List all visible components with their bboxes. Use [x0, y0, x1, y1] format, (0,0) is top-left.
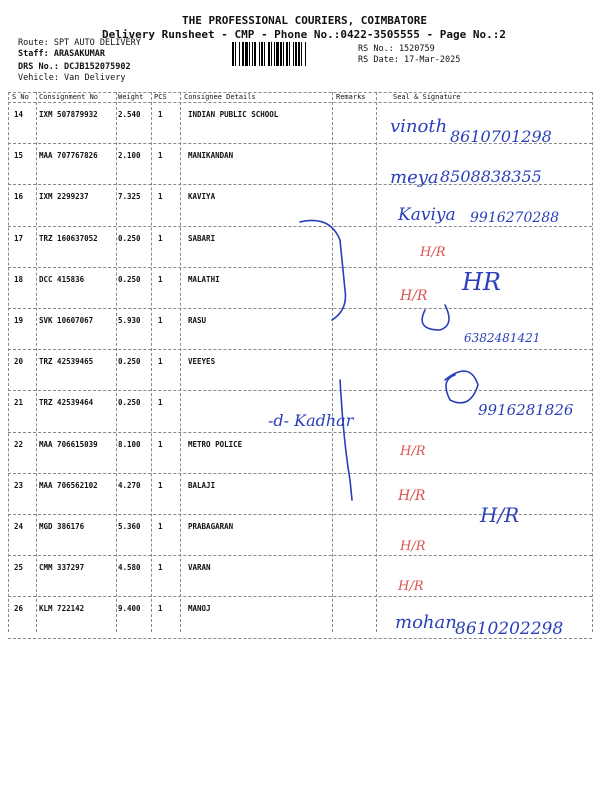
cell-sno: 17 — [14, 233, 24, 243]
sig-r26-phone: 8610202298 — [455, 619, 564, 639]
cell-sno: 24 — [14, 522, 24, 531]
sig-r14-phone: 8610701298 — [450, 127, 552, 146]
sig-r25-mark: H/R — [398, 579, 424, 594]
cell-consignment-no: DCC 415836 — [39, 274, 85, 284]
cell-pcs: 1 — [158, 522, 163, 531]
cell-weight: 9.400 — [118, 604, 141, 614]
cell-pcs: 1 — [158, 316, 163, 325]
cell-consignee: METRO POLICE — [188, 439, 243, 449]
cell-sno: 15 — [14, 151, 24, 161]
sig-r24-mark: H/R — [400, 539, 426, 554]
sig-r16-phone: 9916270288 — [470, 210, 560, 226]
cell-sno: 22 — [14, 439, 24, 449]
sig-r24-mark2: H/R — [480, 503, 520, 527]
cell-weight: 7.325 — [118, 192, 141, 202]
cell-pcs: 1 — [158, 439, 163, 449]
cell-consignment-no: MGD 386176 — [39, 522, 85, 531]
cell-consignment-no: TRZ 42539464 — [39, 398, 94, 408]
cell-weight: 4.270 — [118, 480, 141, 490]
cell-weight: 2.100 — [118, 151, 141, 161]
col-header-remarks: Remarks — [336, 93, 366, 101]
bracket-stroke-upper — [300, 220, 345, 320]
document-title: THE PROFESSIONAL COURIERS, COIMBATORE — [182, 14, 428, 27]
cell-weight: 0.250 — [118, 398, 141, 408]
document-subtitle: Delivery Runsheet - CMP - Phone No.:0422-3505555 - Page No.:2 — [102, 28, 506, 41]
cell-consignee: SABARI — [188, 233, 216, 243]
cell-consignee: MANIKANDAN — [188, 151, 234, 161]
vehicle-label: Vehicle: Van Delivery — [18, 73, 126, 83]
col-header-consignee: Consignee Details — [184, 93, 256, 101]
cell-consignment-no: CMM 337297 — [39, 563, 85, 573]
cell-pcs: 1 — [158, 398, 163, 408]
col-header-signature: Seal & Signature — [393, 93, 461, 101]
sig-r18-mark: H/R — [400, 288, 428, 304]
cell-consignment-no: TRZ 42539465 — [39, 357, 94, 367]
cell-weight: 5.930 — [118, 316, 141, 325]
sig-r22-mark: H/R — [400, 444, 426, 459]
cell-pcs: 1 — [158, 192, 163, 202]
cell-weight: 4.580 — [118, 563, 141, 573]
col-header-consignment: Consignment No — [39, 93, 99, 101]
rs-date: RS Date: 17-Mar-2025 — [358, 55, 461, 65]
cell-sno: 16 — [14, 192, 24, 202]
cell-consignee: BALAJI — [188, 480, 216, 490]
cell-consignment-no: MAA 706615039 — [39, 439, 98, 449]
cell-weight: 0.250 — [118, 357, 141, 367]
sig-r17-mark: H/R — [420, 245, 446, 260]
cell-consignee: RASU — [188, 316, 207, 325]
loop-signature — [445, 371, 478, 403]
cell-consignment-no: KLM 722142 — [39, 604, 85, 614]
cell-consignment-no: MAA 706562102 — [39, 480, 98, 490]
cell-sno: 26 — [14, 604, 24, 614]
cell-sno: 19 — [14, 316, 24, 325]
cell-sno: 21 — [14, 398, 24, 408]
cell-consignment-no: IXM 2299237 — [39, 192, 89, 202]
sig-r21-name: -d- Kadhar — [268, 411, 354, 430]
sig-r16-name: Kaviya — [398, 205, 456, 225]
cell-consignment-no: SVK 10607067 — [39, 316, 94, 325]
cell-consignee: KAVIYA — [188, 192, 216, 202]
sig-r23-mark: H/R — [398, 488, 426, 504]
cell-pcs: 1 — [158, 563, 163, 573]
sig-r15-phone: 8508838355 — [440, 167, 542, 186]
cell-consignment-no: MAA 707767826 — [39, 151, 98, 161]
cell-consignee: VEEYES — [188, 357, 216, 367]
sig-r14-name: vinoth — [390, 116, 448, 137]
row-19-flourish — [422, 305, 449, 330]
route-label: Route: SPT AUTO DELIVERY — [18, 38, 141, 48]
cell-pcs: 1 — [158, 480, 163, 490]
col-header-sno: S No — [12, 93, 29, 101]
cell-pcs: 1 — [158, 274, 163, 284]
col-header-weight: Weight — [118, 93, 144, 101]
sig-r15-name: meya — [390, 167, 439, 188]
bracket-stroke-lower — [340, 380, 352, 500]
cell-weight: 8.100 — [118, 439, 141, 449]
cell-sno: 20 — [14, 357, 24, 367]
cell-consignee: INDIAN PUBLIC SCHOOL — [188, 110, 279, 119]
sig-r18-mark2: HR — [462, 268, 501, 296]
cell-consignee: PRABAGARAN — [188, 522, 234, 531]
cell-pcs: 1 — [158, 151, 163, 161]
cell-consignee: MALATHI — [188, 274, 220, 284]
cell-sno: 23 — [14, 480, 24, 490]
sig-r21-phone: 9916281826 — [478, 401, 574, 419]
cell-consignee: VARAN — [188, 563, 211, 573]
cell-weight: 0.250 — [118, 274, 141, 284]
cell-pcs: 1 — [158, 604, 163, 614]
rs-number: RS No.: 1520759 — [358, 44, 435, 54]
cell-weight: 5.360 — [118, 522, 141, 531]
cell-weight: 0.250 — [118, 233, 141, 243]
cell-consignee: MANOJ — [188, 604, 211, 614]
cell-pcs: 1 — [158, 233, 163, 243]
cell-pcs: 1 — [158, 357, 163, 367]
cell-sno: 14 — [14, 110, 24, 119]
col-header-pcs: PCS — [154, 93, 167, 101]
cell-consignment-no: IXM 507879932 — [39, 110, 98, 119]
cell-consignment-no: TRZ 160637052 — [39, 233, 98, 243]
cell-sno: 25 — [14, 563, 24, 573]
cell-sno: 18 — [14, 274, 24, 284]
cell-pcs: 1 — [158, 110, 163, 119]
cell-weight: 2.540 — [118, 110, 141, 119]
sig-r19-phone: 6382481421 — [464, 331, 541, 345]
staff-label: Staff: ARASAKUMAR — [18, 49, 105, 59]
sig-r26-name: mohan — [395, 612, 457, 633]
drs-number: DRS No.: DCJB152075902 — [18, 62, 131, 72]
